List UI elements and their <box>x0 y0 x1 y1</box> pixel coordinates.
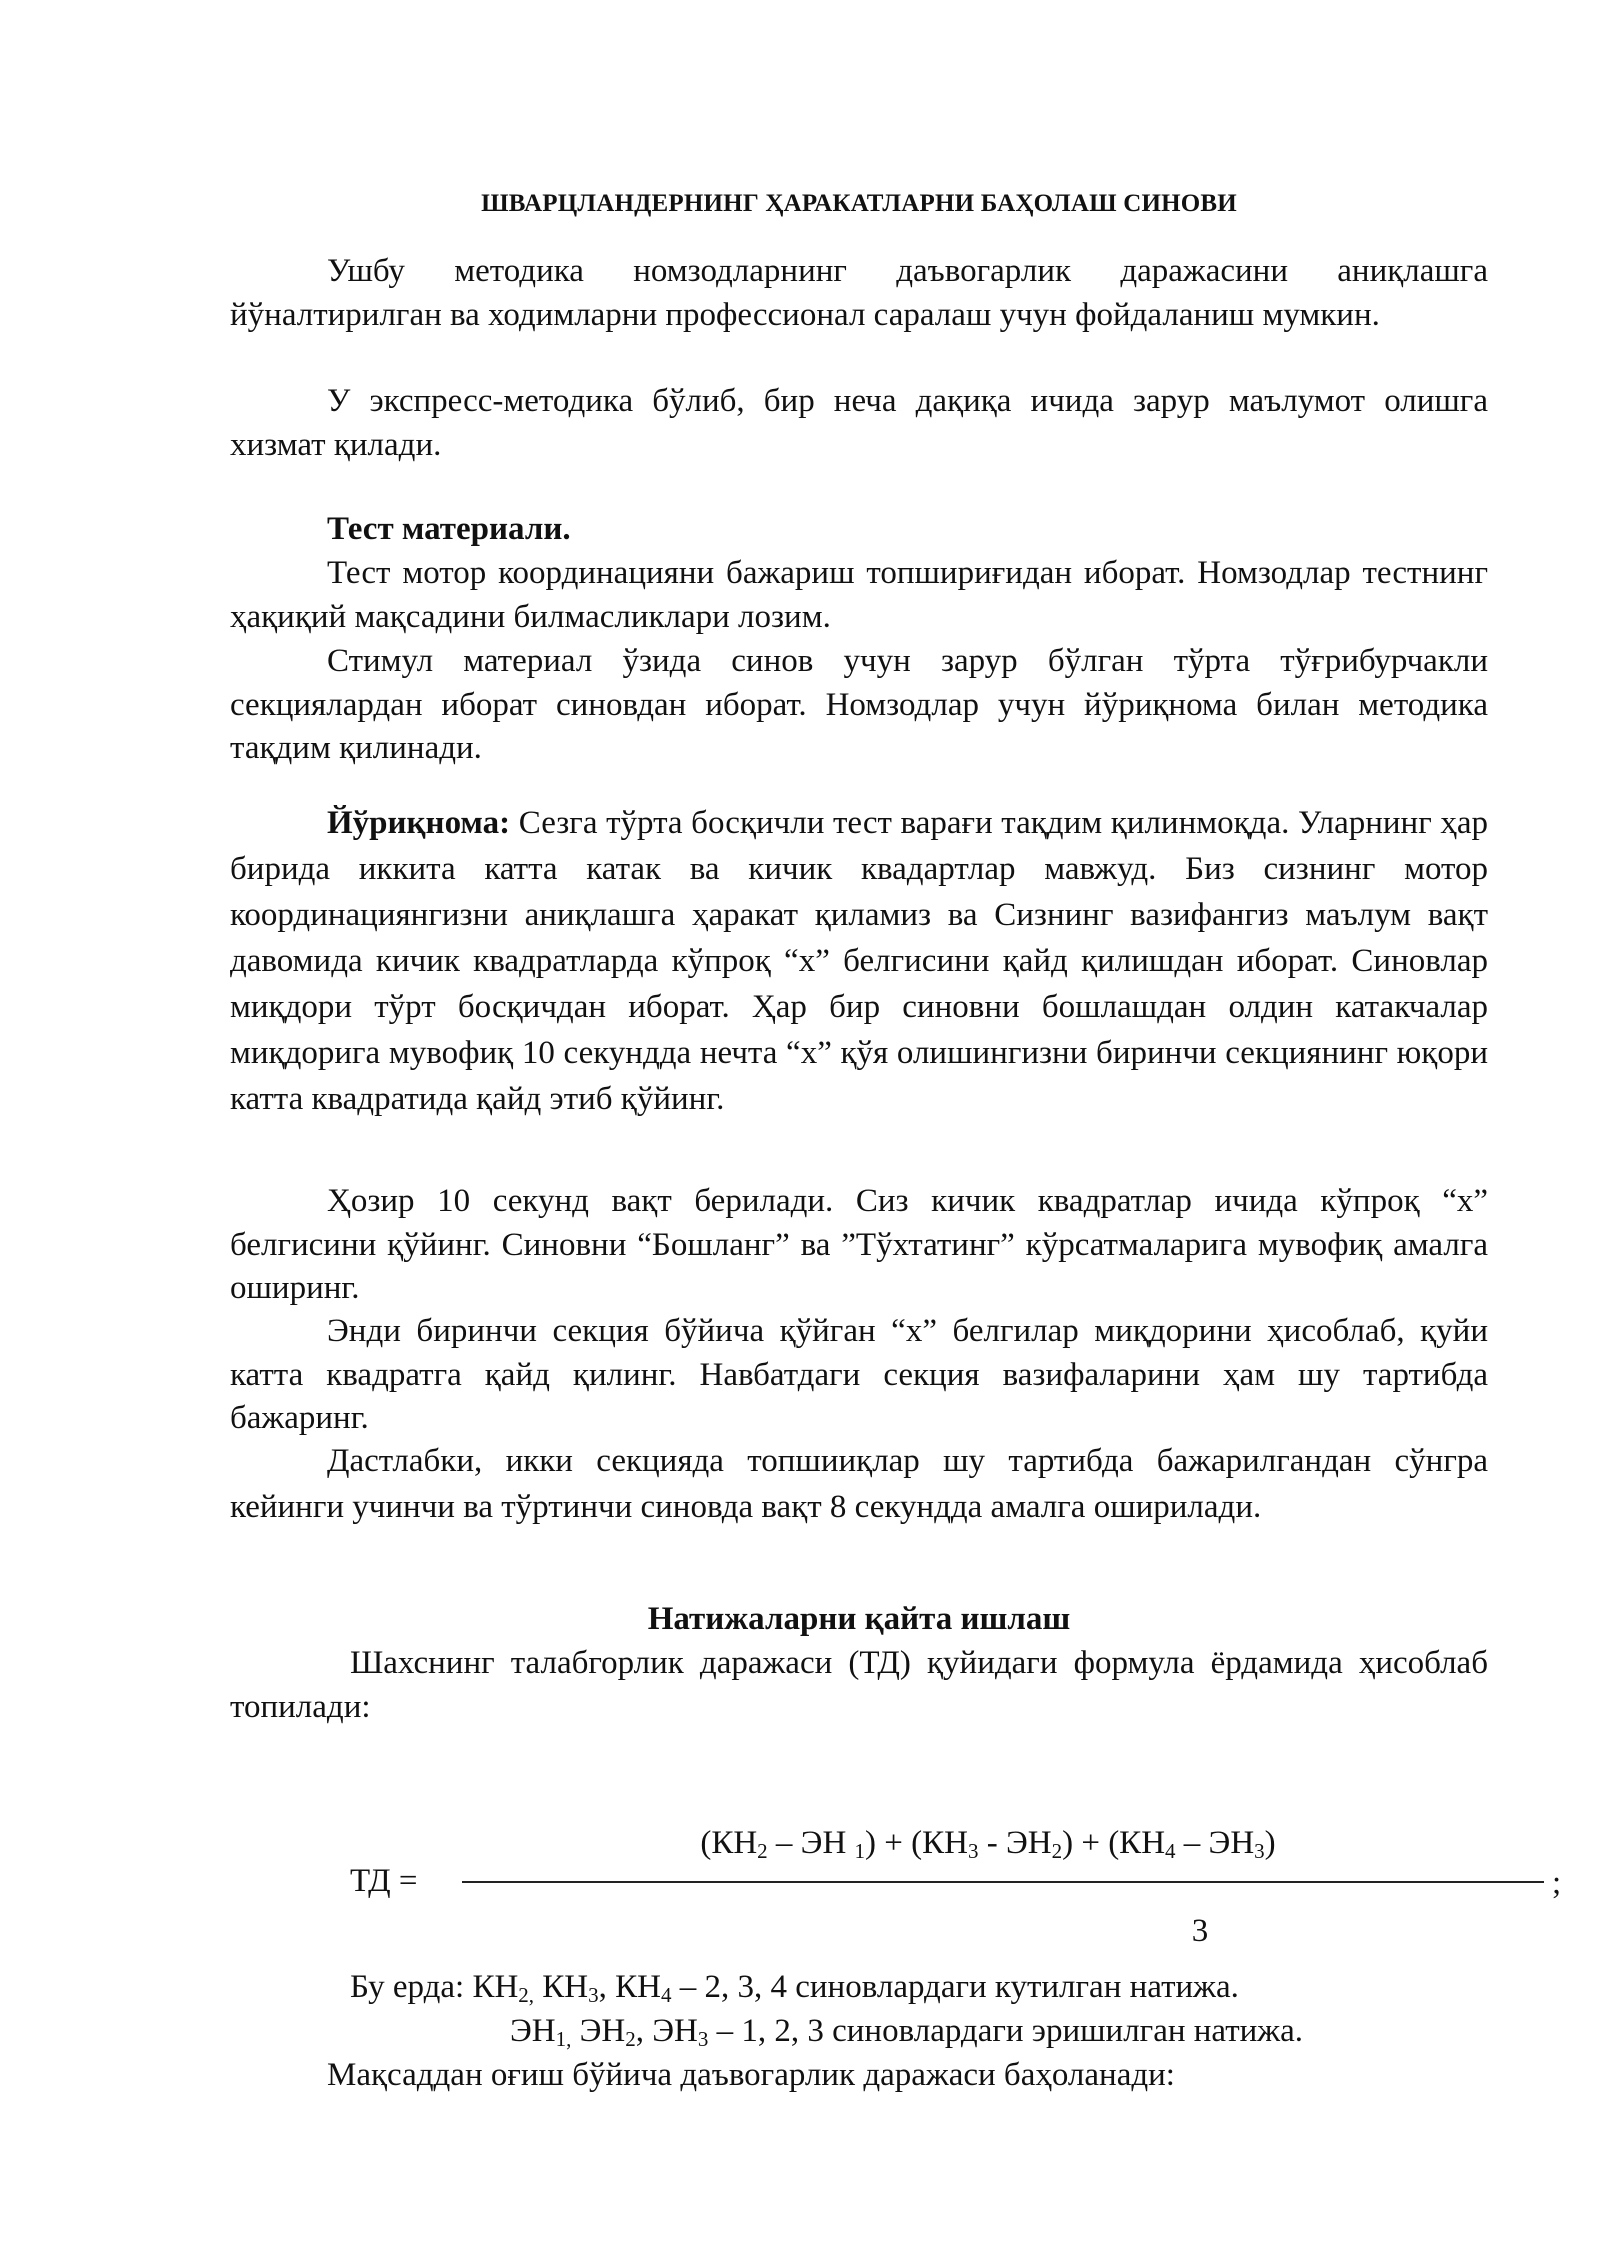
fraction-bar <box>462 1881 1544 1883</box>
instruction-paragraph-3: Энди биринчи секция бўйича қўйган “х” белгилар миқдорини ҳисоблаб, қуйи катта квадратга қайд қилинг. Навбатдаги секция вазифаларини ҳам шу тартибда бажаринг. <box>230 1313 1488 1436</box>
instruction-paragraph <box>230 800 1488 1122</box>
processing-paragraph: Шахснинг талабгорлик даражаси (ТД) қуйидаги формула ёрдамида ҳисоблаб топилади: <box>230 1645 1488 1725</box>
test-material-paragraph-1: Тест мотор координацияни бажариш топшириғидан иборат. Номзодлар тестнинг ҳақиқий мақсадини билмасликлари лозим. <box>230 555 1488 635</box>
intro-paragraph-1: Ушбу методика номзодларнинг даъвогарлик даражасини аниқлашга йўналтирилган ва ходимларни профессионал саралаш учун фойдаланиш мумкин. <box>230 253 1488 333</box>
formula-lhs: ТД = <box>350 1863 418 1899</box>
processing-heading: Натижаларни қайта ишлаш <box>647 1601 1071 1637</box>
instruction-text: Сезга тўрта босқичли тест варағи тақдим қилинмоқда. Уларнинг ҳар бирида иккита катта катак ва кичик квадартлар мавжуд. Биз сизнинг мотор координациянгизни аниқлашга ҳаракат қиламиз ва Сизнинг вазифангиз маълум вақт давомида кичик квадратларда кўпроқ “х” белгисини қайд қилишдан иборат. Синовлар миқдори тўрт босқичдан иборат. Ҳар бир синовни бошлашдан олдин катакчалар миқдорига мувофиқ 10 секундда нечта “х” қўя олишингизни биринчи секциянинг юқори катта квадратида қайд этиб қўйинг. <box>230 805 1488 1117</box>
test-material-paragraph-2: Стимул материал ўзида синов учун зарур бўлган тўрта тўғрибурчакли секциялардан иборат синовдан иборат. Номзодлар учун йўриқнома билан методика тақдим қилинади. <box>230 643 1488 766</box>
formula-denominator: 3 <box>1191 1913 1209 1949</box>
document-title: ШВАРЦЛАНДЕРНИНГ ҲАРАКАТЛАРНИ БАҲОЛАШ СИНОВИ <box>481 190 1237 217</box>
formula-numerator: ($КН_2$ – ЭН $_1) + (КН_3 - ЭН_2) + (КН_4 - ЭН_3)$ <box>700 1825 1276 1863</box>
instruction-label: Йўриқнома: <box>327 805 511 841</box>
intro-paragraph-2: У экспресс-методика бўлиб, бир неча дақиқа ичида зарур маълумот олишга хизмат қилади. <box>230 383 1488 463</box>
where-line-3: Мақсаддан оғиш бўйича даъвогарлик даражаси баҳоланади: <box>327 2057 1175 2093</box>
test-material-heading: Тест материали. <box>327 511 571 547</box>
where-line-1: Бу ерда: $КН_{2,}$ $КН_3$, $КН_4 - 2$, 3, 4 синовлардаги кутилган натижа. <box>350 1969 1239 2007</box>
where-line-2: $ЭН_{1,}$ $ЭН_2$, $ЭН_3 - 1$, 2, 3 синовлардаги эришилган натижа. <box>510 2013 1303 2051</box>
formula-semicolon: ; <box>1552 1865 1562 1901</box>
instruction-paragraph-2: Ҳозир 10 секунд вақт берилади. Сиз кичик квадратлар ичида кўпроқ “х” белгисини қўйинг. Синовни “Бошланг” ва ”Тўхтатинг” кўрсатмаларига мувофиқ амалга оширинг. <box>230 1183 1488 1306</box>
instruction-paragraph-4: Дастлабки, икки секцияда топшииқлар шу тартибда бажарилгандан сўнгра кейинги учинчи ва тўртинчи синовда вақт 8 секундда амалга оширилади. <box>230 1443 1488 1525</box>
